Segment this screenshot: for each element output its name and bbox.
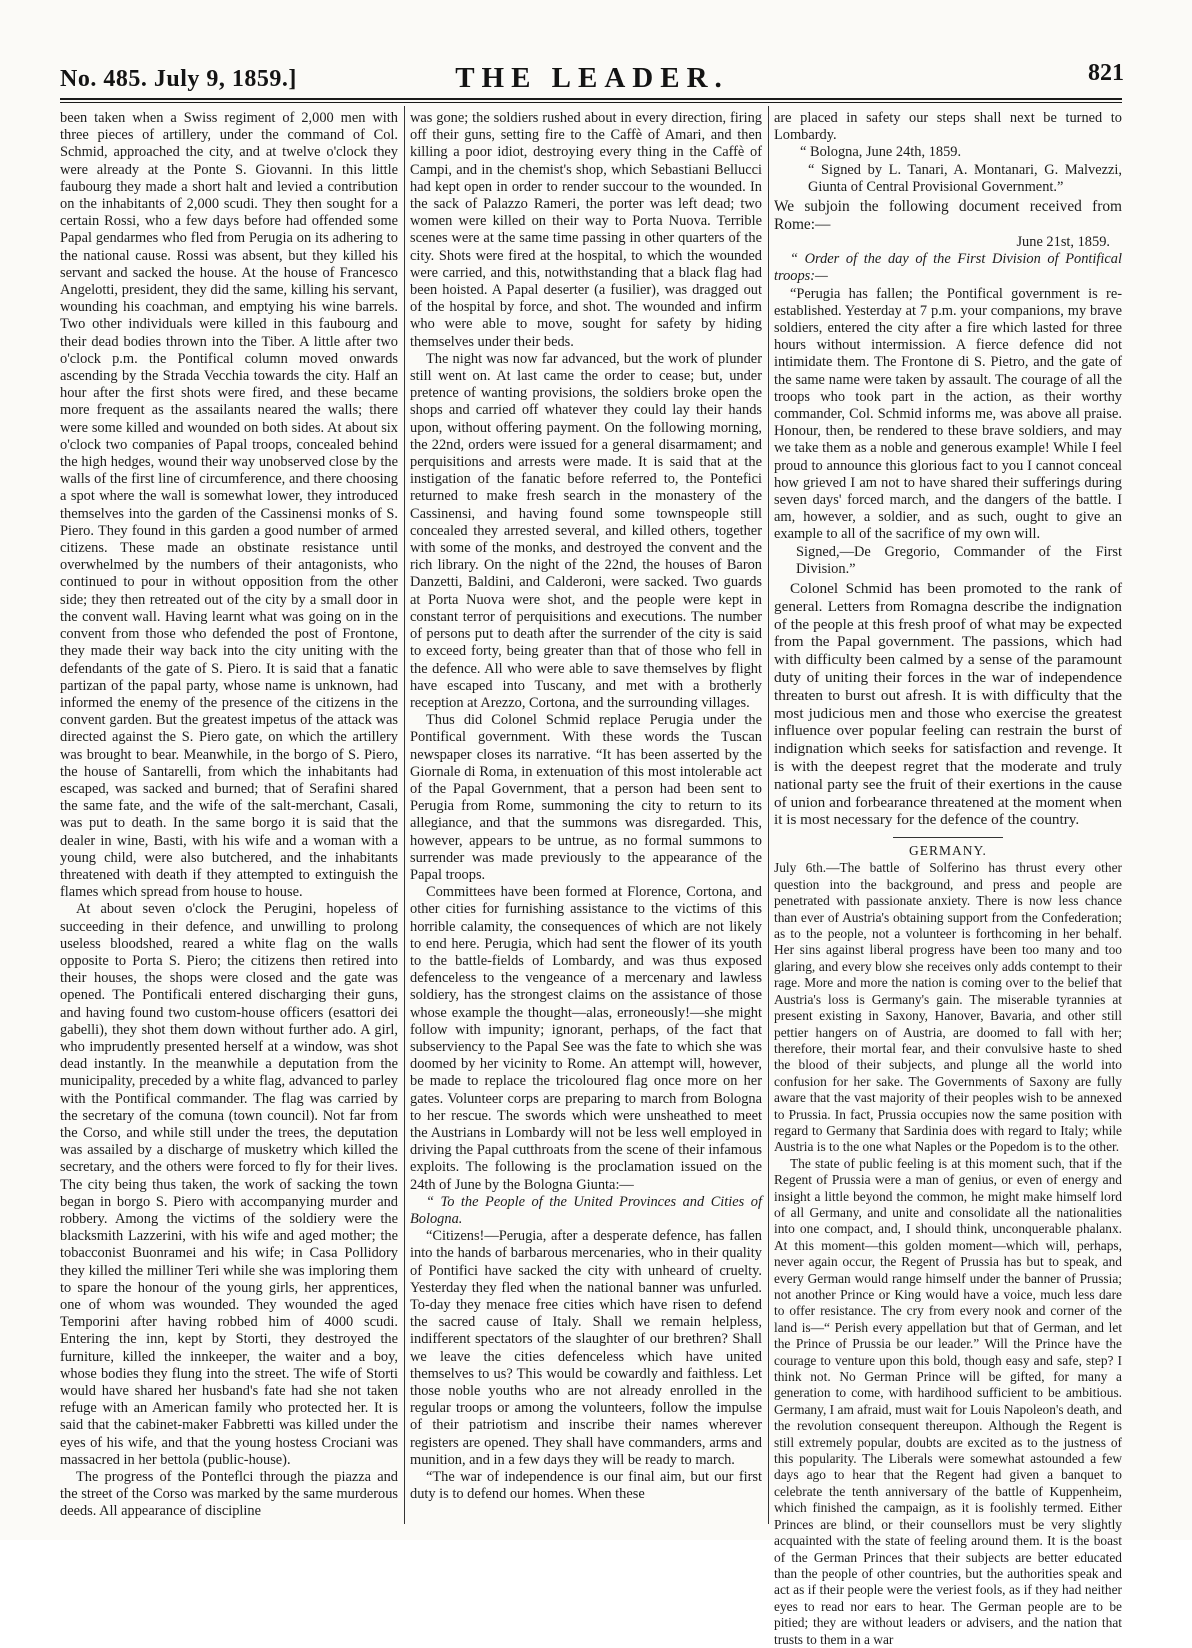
paragraph: The state of public feeling is at this moment such, that if the Regent of Prussia were a man of genius, or even of energy and insight a little beyond the common, he might make himself lord of all Germany, and unite and consolidate all the nationalities into one compact, and, I should think, unconquerable phalanx. At this moment—this golden moment—which will, perhaps, never again occur, the Regent of Prussia has but to speak, and every German would range himself under the banner of Prussia; not another Prince or King would have a voice, much less dare to offer resistance. The cry from every nook and corner of the land is—“ Perish every appellation but that of German, and let the Prince of Prussia be our leader.” Will the Prince have the courage to venture upon this bold, though easy and safe, step? I think not. No German Prince will be gifted, for many a generation to come, with hardihood sufficient to be ambitious. Germany, I am afraid, must wait for Louis Napoleon's death, and the revolution consequent thereupon. Although the Regent is still extremely popular, doubts are excited as to the justness of this popularity. The Liberals were somewhat astounded a few days ago to hear that the Regent had given a banquet to celebrate the tenth anniversary of the battle of Kuppenheim, which finished the campaign, as it is foolishly termed. Either Princes are blind, or their counsellors must be very slightly acquainted with the state of feeling around them. It is the boast of the German Princes that their subjects are better educated than the people of other countries, but the authorities speak and act as if their people were the veriest fools, as if they had neither eyes to read nor ears to hear. The German people are to be pitied; they are without leaders or advisers, and the nation that trusts to them in a war	[774, 1155, 1122, 1647]
section-heading: GERMANY.	[909, 843, 987, 859]
paragraph: was gone; the soldiers rushed about in every direction, firing off their guns, setting fire to the Caffè of Amari, and then killing a poor idiot, destroying every thing in the Caffè of Campi, and in the chemist's shop, which Sebastiani Bellucci had kept open in order to render succour to the wounded. In the sack of Palazzo Rameri, the porter was left dead; two women were killed on their way to Porta Nuova. Terrible scenes were at the same time passing in other quarters of the city. Shots were fired at the hospital, to which the wounded were carried, and this, notwithstanding that a black flag had been hoisted. A Papal deserter (a fusilier), was dragged out of the hospital by force, and shot. The wounded and infirm who were able to move, sought for safety by hiding themselves under their beds.	[410, 110, 762, 350]
paragraph: Committees have been formed at Florence, Cortona, and other cities for furnishing assistance to the victims of this horrible calamity, the consequences of which are not likely to end here. Perugia, which had sent the flower of its youth to the battle-fields of Lombardy, and was thus exposed defenceless to the vengeance of a mercenary and lawless soldiery, has the strongest claims on the assistance of those whose example the thought—alas, erroneously!—she might follow with impunity; ignorant, perhaps, of the fact that subserviency to the Papal See was the fate to which she was doomed by her vicinity to Rome. An attempt will, however, be made to replace the tricoloured flag once more on her gates. Volunteer corps are preparing to march from Bologna to her rescue. The swords which were unsheathed to meet the Austrians in Lombardy will not be less well employed in driving the Papal cutthroats from the scene of their infamous exploits. The following is the proclamation issued on the 24th of June by the Bologna Giunta:—	[410, 884, 762, 1193]
masthead	[60, 60, 1124, 96]
paragraph: been taken when a Swiss regiment of 2,000 men with three pieces of artillery, under the command of Col. Schmid, approached the city, and at twelve o'clock they were already at the Ponte S. Giovanni. In this little faubourg they made a short halt and levied a contribution on the inhabitants of 2,000 scudi. They then sought for a certain Rossi, who a few days before had offended some Papal gendarmes who fled from Perugia on its adhering to the national cause. Rossi was absent, but they killed his servant and sacked the house. At the house of Francesco Angelotti, president, they did the same, killing his servant, wounding his coachman, and emptying his wine barrels. Two other individuals were killed in this faubourg and their dead bodies thrown into the Tiber. A little after two o'clock p.m. the Pontifical column moved onwards ascending by the Strada Vecchia towards the city. Half an hour after the first shots were fired, and these became more frequent as the assailants neared the walls; there were some killed and wounded on both sides. At about six o'clock two companies of Papal troops, concealed behind the high hedges, wound their way unobserved close by the walls of the first line of circumference, and there choosing a spot where the wall is somewhat lower, they introduced themselves into the garden of the Cassinensi monks of S. Piero. They found in this garden a good number of armed citizens. These made an obstinate resistance until overwhelmed by the numbers of their antagonists, who continued to pour in without opposition from the other side; they then retreated out of the city by a small door in the convent wall. Having learnt what was going on in the convent from those who defended the post of Frontone, they made their way back into the city uniting with the defendants of the gate of S. Piero. It is said that a fanatic partizan of the papal party, whose name is unknown, had informed the enemy of the presence of the citizens in the convent garden. But the greatest impetus of the attack was directed against the S. Piero gate, on which the artillery was brought to bear. Meanwhile, in the borgo of S. Piero, the house of Santarelli, from which the inhabitants had escaped, was sacked and burned; that of Serafini shared the same fate, and the wife of the salt-merchant, Casali, was put to death. In the same borgo it is said that the dealer in wine, Basti, with his wife and a woman with a young child, were also butchered, and the inhabitants threatened with death if they attempted to extinguish the flames which spread from house to house.	[60, 110, 398, 901]
signature: Signed,—De Gregorio, Commander of the First Division.”	[796, 543, 1122, 577]
paragraph: Thus did Colonel Schmid replace Perugia under the Pontifical government. With these words the Tuscan newspaper closes its narrative. “It has been asserted by the Giornale di Roma, in extenuation of this most intolerable act of the Papal Government, that a person had been sent to Perugia from Rome, summoning the city to return to its allegiance, and that the summons was disregarded. This, however, appears to be untrue, as no formal summons to surrender was made previously to the appearance of the Papal troops.	[410, 712, 762, 883]
paragraph: July 6th.—The battle of Solferino has thrust every other question into the background, and press and people are penetrated with passionate anxiety. There is now less chance than ever of Austria's obtaining support from the Confederation; as to the people, not a volunteer is forthcoming in her behalf. Her sins against liberal progress have been too many and too glaring, and every blow she receives only adds contempt to their rage. More and more the nation is coming over to the belief that Austria's loss is Germany's gain. The miserable tyrannies at present existing in Saxony, Hanover, Bavaria, and other still pettier hangers on of Austria, are doomed to fall with her; therefore, their mortal fear, and their convulsive haste to shed the blood of their subjects, and plunge all the world into confusion for her sake. The Governments of Saxony are fully aware that the vast majority of their peoples wish to be annexed to Prussia. In fact, Prussia occupies now the same position with regard to Germany that Sardinia does with regard to Italy; while Austria is to the one what Naples or the Popedom is to the other.	[774, 860, 1122, 1155]
column-divider-2	[768, 106, 769, 1524]
paragraph: “Perugia has fallen; the Pontifical government is re-established. Yesterday at 7 p.m. your companions, my brave soldiers, entered the city after a fire which lasted for three hours without intermission. A fierce defence did not intimidate them. The Frontone di S. Pietro, and the gate of the same name were taken by assault. The courage of all the troops who took part in the action, as their worthy commander, Col. Schmid informs me, was above all praise. Honour, then, be rendered to these brave soldiers, and may we take them as a noble and generous example! While I feel proud to announce this glorious fact to you I cannot conceal how grieved I am not to have shared their sufferings during seven days' forced march, and the dangers of the battle. I am, however, a soldier, and as such, ought to give an example to all of the sacrifice of my own will.	[774, 285, 1122, 543]
column-3	[774, 110, 1122, 1647]
header-rule-thick	[60, 98, 1122, 100]
paragraph: We subjoin the following document received from Rome:—	[774, 198, 1122, 234]
signature: “ Signed by L. Tanari, A. Montanari, G. Malvezzi, Giunta of Central Provisional Government.”	[808, 161, 1122, 195]
paragraph: “The war of independence is our final aim, but our first duty is to defend our homes. When these	[410, 1469, 762, 1503]
dateline: June 21st, 1859.	[1016, 234, 1110, 251]
paragraph: “Citizens!—Perugia, after a desperate defence, has fallen into the hands of barbarous mercenaries, who in their quality of Pontifici have sacked the city with unheard of cruelty. Yesterday they fled when the national banner was unfurled. To-day they menace free cities which have risen to defend the sacred cause of Italy. Shall we remain helpless, indifferent spectators of the slaughter of our brethren? Shall we leave the cities defenceless which have united themselves to us? This would be cowardly and faithless. Let those noble youths who are not already enrolled in the regular troops or among the volunteers, follow the impulse of their patriotism and inscribe their names wherever registers are opened. They shall have commanders, arms and munition, and in a few days they will be ready to march.	[410, 1228, 762, 1468]
column-2	[410, 110, 762, 1520]
paragraph: The progress of the Ponteflci through the piazza and the street of the Corso was marked by the same murderous deeds. All appearance of discipline	[60, 1469, 398, 1520]
proclamation-title: “ To the People of the United Provinces and Cities of Bologna.	[410, 1193, 762, 1227]
paragraph: The night was now far advanced, but the work of plunder still went on. At last came the order to cease; but, under pretence of wanting provisions, the soldiers broke open the shops and carried off whatever they could lay their hands upon, without offering payment. On the following morning, the 22nd, orders were issued for a general disarmament; and perquisitions and arrests were made. It is said that at the instigation of the fanatic before referred to, the Pontefici returned to make fresh search in the monastery of the Cassinensi, and having found some townspeople still concealed they arrested several, and killed others, together with some of the monks, and destroyed the convent and the rich library. On the night of the 22nd, the houses of Baron Danzetti, Baldini, and Calderoni, were sacked. Two guards at Porta Nuova were shot, and the people were kept in constant terror of perquisitions and executions. The number of persons put to death after the surrender of the city is said to exceed forty, being greater than that of those who fell in the defence. All who were able to save themselves by flight have escaped into Tuscany, and met with a brotherly reception at Arezzo, Cortona, and the surrounding villages.	[410, 350, 762, 711]
column-1	[60, 110, 398, 1520]
issue-number: No. 485.	[60, 66, 148, 92]
page-number: 821	[1088, 60, 1124, 86]
paragraph: are placed in safety our steps shall next be turned to Lombardy.	[774, 110, 1122, 144]
column-divider-1	[404, 106, 405, 1524]
header-rule-thin	[60, 102, 1122, 103]
dateline: “ Bologna, June 24th, 1859.	[800, 144, 962, 161]
issue-date: July 9, 1859.]	[153, 66, 297, 92]
newspaper-title: THE LEADER.	[455, 62, 729, 94]
order-title: “ Order of the day of the First Division of Pontifical troops:—	[774, 251, 1122, 285]
paragraph: Colonel Schmid has been promoted to the rank of general. Letters from Romagna describe the indignation of the people at this fresh proof of what may be expected from the Papal government. The passions, which had with difficulty been calmed by a sense of the paramount duty of uniting their forces in the war of independence threaten to burst out afresh. It is with difficulty that the most judicious men and those who exercise the greatest influence over popular feeling can restrain the burst of indignation which seeks for satisfaction and revenge. It is with the deepest regret that the moderate and truly national party see the fruit of their exertions in the cause of union and forbearance threatened at the moment when it is most necessary for the defence of the country.	[774, 580, 1122, 829]
paragraph: At about seven o'clock the Perugini, hopeless of succeeding in their defence, and unwilling to prolong useless bloodshed, reared a white flag on the walls opposite to Porta S. Piero; the citizens then retired into their houses, the shops were closed and the gate was opened. The Pontificali entered discharging their guns, and having found two custom-house officers (esattori dei gabelli), they shot them down without further ado. A girl, who imprudently presented herself at a window, was shot dead instantly. In the meanwhile a deputation from the municipality, preceded by a white flag, advanced to parley with the Pontifical commander. The flag was carried by the secretary of the comuna (town council). Not far from the Corso, and while still under the trees, the deputation was assailed by a discharge of musketry which killed the secretary, and the others were forced to fly for their lives. The city being thus taken, the work of sacking the town began in borgo S. Piero with accompanying murder and robbery. Among the victims of the soldiery were the blacksmith Lazzerini, with his wife and aged mother; the tobacconist Buonramei and his wife; in Casa Pollidory they killed the milliner Teri while she was imploring them to spare the honour of the young girls, her apprentices, one of whom was wounded. They wounded the aged Temporini after having robbed him of 4000 scudi. Entering the inn, kept by Storti, they destroyed the furniture, killed the innkeeper, the waiter and a boy, whose bodies they flung into the street. The wife of Storti would have shared her husband's fate had she not taken refuge with an American family who protected her. It is said that the cabinet-maker Fabbretti was killed under the eyes of his wife, and that the young hostess Crociani was massacred in her bettola (public-house).	[60, 901, 398, 1468]
section-divider	[893, 837, 1003, 838]
